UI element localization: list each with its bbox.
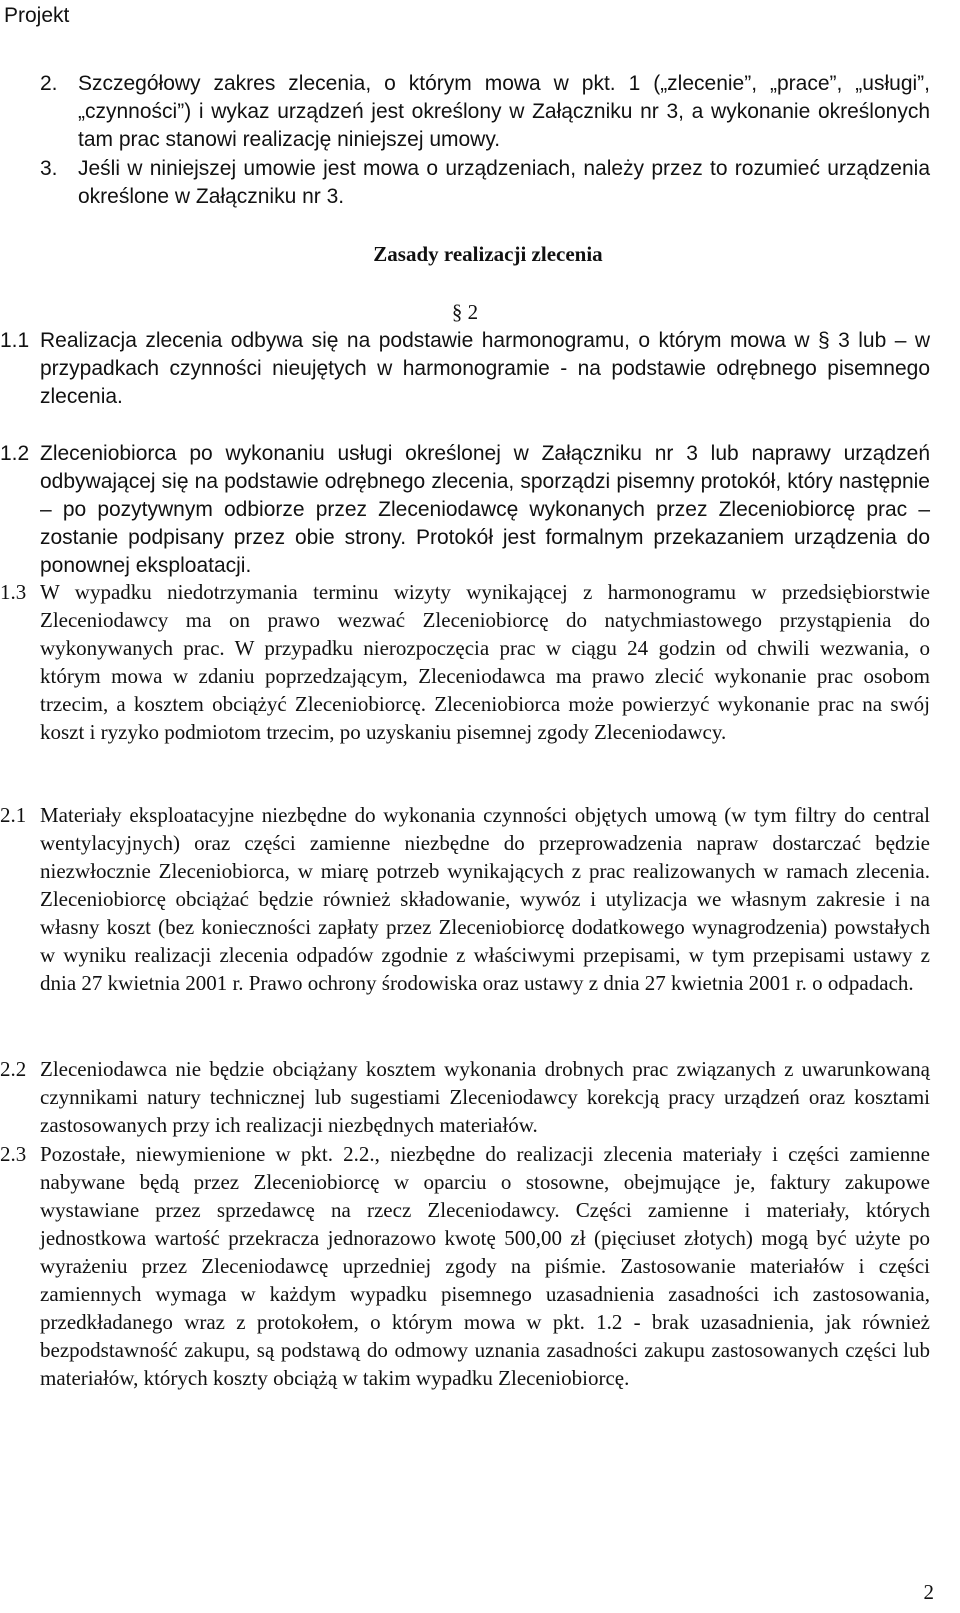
clause-number: 2.3: [0, 1142, 27, 1166]
clause-number: 1.2: [0, 442, 30, 465]
clause-text: Pozostałe, niewymienione w pkt. 2.2., niezbędne do realizacji zlecenia materiały i części zamienne nabywane będą przez Zleceniobiorcę w oparciu o stosowne, obejmujące je, faktury zakupowe wystawiane przez sprzedawcę na rzecz Zleceniodawcy. Części zamienne i materiały, których jednostkowa wartość przekracza jednorazowo kwotę 500,00 zł (pięciuset złotych) mogą być użyte po wyrażeniu przez Zleceniodawcę uprzedniej zgody na piśmie. Zastosowanie materiałów i części zamiennych wymaga w każdym wypadku pisemnego uzasadnienia zasadności ich zastosowania, przedkładanego wraz z protokołem, o którym mowa w pkt. 1.2 - brak uzasadnienia, jak również bezpodstawność zakupu, są podstawą do odmowy uznania zasadności zakupu zastosowanych części lub materiałów, których koszty obciążą w takim wypadku Zleceniobiorcę.: [40, 1142, 930, 1390]
clause-text: W wypadku niedotrzymania terminu wizyty wynikającej z harmonogramu w przedsiębiorstwie Zleceniodawcy ma on prawo wezwać Zleceniobiorcę do natychmiastowego przystąpienia do wykonywanych prac. W przypadku nierozpoczęcia prac w ciągu 24 godzin od chwili wezwania, o którym mowa w zdaniu poprzedzającym, Zleceniodawca ma prawo zlecić wykonanie prac osobom trzecim, a kosztem obciążyć Zleceniobiorcę. Zleceniobiorca może powierzyć wykonanie prac na swój koszt i ryzyko podmiotom trzecim, po uzyskaniu pisemnej zgody Zleceniodawcy.: [40, 580, 930, 744]
clause-text: Zleceniodawca nie będzie obciążany kosztem wykonania drobnych prac związanych z uwarunkowaną czynnikami natury technicznej lub sugestiami Zleceniodawcy korekcją pracy urządzeń oraz kosztami zastosowanych przy ich realizacji niezbędnych materiałów.: [40, 1057, 930, 1137]
header-label: Projekt: [4, 4, 70, 27]
clause-number: 2.1: [0, 803, 27, 827]
section-sign: § 2: [451, 300, 479, 324]
section-heading: Zasady realizacji zlecenia: [373, 242, 603, 266]
item-number: 2.: [40, 72, 58, 95]
item-text: Szczegółowy zakres zlecenia, o którym mowa w pkt. 1 („zlecenie”, „prace”, „usługi”, „czynności”) i wykaz urządzeń jest określony w Załączniku nr 3, a wykonanie określonych tam prac stanowi realizację niniejszej umowy.: [78, 72, 930, 151]
clause-text: Materiały eksploatacyjne niezbędne do wykonania czynności objętych umową (w tym filtry do central wentylacyjnych) oraz części zamienne niezbędne do przeprowadzenia napraw dostarczać będzie niezwłocznie Zleceniobiorca, w miarę potrzeb wynikających z prac realizowanych w ramach zlecenia. Zleceniobiorcę obciążać będzie również składowanie, wywóz i utylizacja we własnym zakresie i na własny koszt (bez konieczności zapłaty przez Zleceniobiorcę dodatkowego wynagrodzenia) powstałych w wyniku realizacji zlecenia odpadów zgodnie z właściwymi przepisami, w tym przepisami ustawy z dnia 27 kwietnia 2001 r. Prawo ochrony środowiska oraz ustawy z dnia 27 kwietnia 2001 r. o odpadach.: [40, 803, 930, 995]
clause-number: 1.1: [0, 329, 30, 352]
clause-number: 1.3: [0, 580, 27, 604]
clause-text: Realizacja zlecenia odbywa się na podstawie harmonogramu, o którym mowa w § 3 lub – w przypadkach czynności nieujętych w harmonogramie - na podstawie odrębnego pisemnego zlecenia.: [40, 329, 930, 408]
clause-text: Zleceniobiorca po wykonaniu usługi określonej w Załączniku nr 3 lub naprawy urządzeń odbywającej się na podstawie odrębnego zlecenia, sporządzi pisemny protokół, który następnie – po pozytywnym odbiorze przez Zleceniodawcę wykonanych przez Zleceniobiorcę prac – zostanie podpisany przez obie strony. Protokół jest formalnym przekazaniem urządzenia do ponownej eksploatacji.: [40, 442, 930, 577]
page-number: 2: [923, 1580, 934, 1604]
clause-number: 2.2: [0, 1057, 27, 1081]
item-number: 3.: [40, 157, 58, 180]
item-text: Jeśli w niniejszej umowie jest mowa o urządzeniach, należy przez to rozumieć urządzenia określone w Załączniku nr 3.: [78, 157, 930, 208]
